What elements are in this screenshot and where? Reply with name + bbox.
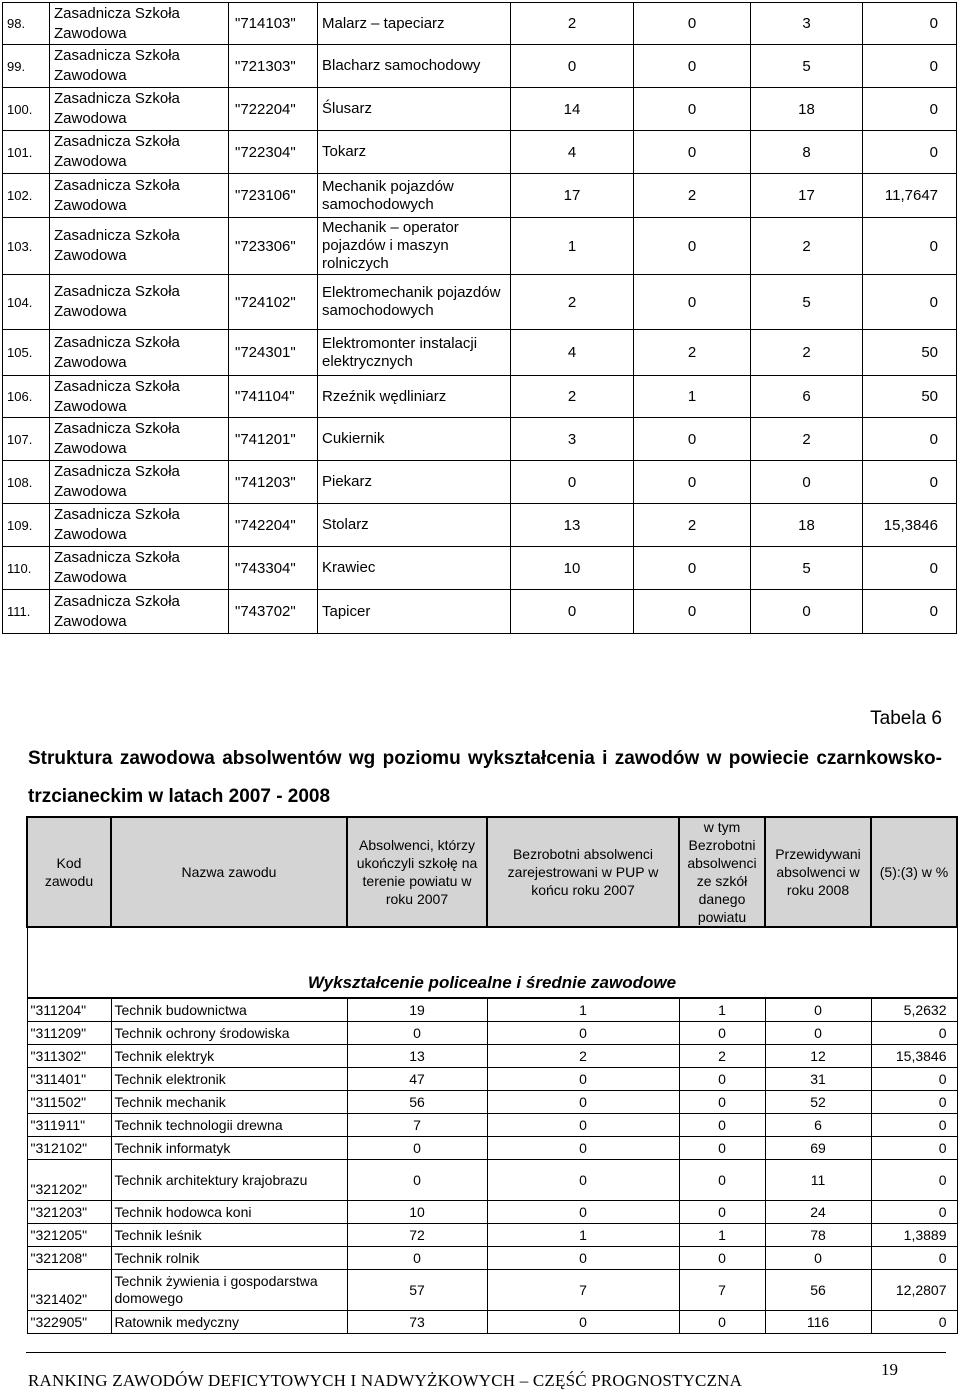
header-graduates: Absolwenci, którzy ukończyli szkołę na terenie powiatu w roku 2007 xyxy=(347,817,487,927)
unemployed-value: 0 xyxy=(487,1114,679,1137)
profession-code: "722304" xyxy=(229,131,318,174)
table-row xyxy=(3,131,957,174)
table-row xyxy=(3,45,957,88)
profession-code: "321208" xyxy=(27,1247,111,1270)
value-col6: 0 xyxy=(863,275,957,330)
local-unemployed-value: 0 xyxy=(679,1091,765,1114)
row-number: 108. xyxy=(3,461,50,504)
value-col6: 0 xyxy=(863,218,957,275)
continuation-table xyxy=(2,2,957,634)
value-col5: 0 xyxy=(751,461,863,504)
profession-name: Ślusarz xyxy=(318,88,511,131)
profession-code: "723306" xyxy=(229,218,318,275)
table-row xyxy=(27,1160,957,1201)
unemployed-value: 0 xyxy=(487,1311,679,1334)
school-type: Zasadnicza Szkoła Zawodowa xyxy=(50,547,229,590)
ratio-value: 0 xyxy=(871,1160,957,1201)
profession-name: Rzeźnik wędliniarz xyxy=(318,376,511,418)
profession-code: "321202" xyxy=(27,1160,111,1201)
row-number: 102. xyxy=(3,174,50,218)
header-unemployed: Bezrobotni absolwenci zarejestrowani w PUP w końcu roku 2007 xyxy=(487,817,679,927)
ratio-value: 0 xyxy=(871,1114,957,1137)
profession-code: "743702" xyxy=(229,590,318,634)
school-type: Zasadnicza Szkoła Zawodowa xyxy=(50,504,229,547)
school-type: Zasadnicza Szkoła Zawodowa xyxy=(50,45,229,88)
ratio-value: 12,2807 xyxy=(871,1270,957,1311)
header-forecast: Przewidywani absolwenci w roku 2008 xyxy=(765,817,871,927)
profession-name: Mechanik – operator pojazdów i maszyn rolniczych xyxy=(318,218,511,275)
unemployed-value: 0 xyxy=(487,1068,679,1091)
table-row xyxy=(3,330,957,376)
value-col4: 0 xyxy=(634,45,751,88)
profession-code: "311401" xyxy=(27,1068,111,1091)
row-number: 110. xyxy=(3,547,50,590)
profession-name: Technik elektryk xyxy=(111,1045,347,1068)
school-type: Zasadnicza Szkoła Zawodowa xyxy=(50,275,229,330)
profession-name: Blacharz samochodowy xyxy=(318,45,511,88)
value-col3: 2 xyxy=(511,376,634,418)
row-number: 103. xyxy=(3,218,50,275)
school-type: Zasadnicza Szkoła Zawodowa xyxy=(50,131,229,174)
profession-name: Elektromechanik pojazdów samochodowych xyxy=(318,275,511,330)
value-col6: 0 xyxy=(863,131,957,174)
forecast-value: 24 xyxy=(765,1201,871,1224)
graduates-value: 57 xyxy=(347,1270,487,1311)
table-row xyxy=(3,218,957,275)
local-unemployed-value: 0 xyxy=(679,1137,765,1160)
table-row xyxy=(27,1201,957,1224)
profession-name: Tapicer xyxy=(318,590,511,634)
value-col5: 2 xyxy=(751,218,863,275)
forecast-value: 52 xyxy=(765,1091,871,1114)
ratio-value: 0 xyxy=(871,1068,957,1091)
value-col4: 0 xyxy=(634,218,751,275)
local-unemployed-value: 0 xyxy=(679,1022,765,1045)
local-unemployed-value: 0 xyxy=(679,1114,765,1137)
value-col4: 2 xyxy=(634,174,751,218)
profession-code: "741104" xyxy=(229,376,318,418)
header-local-unemployed: w tym Bezrobotni absolwenci ze szkół danego powiatu xyxy=(679,817,765,927)
profession-name: Ratownik medyczny xyxy=(111,1311,347,1334)
value-col6: 50 xyxy=(863,330,957,376)
profession-name: Krawiec xyxy=(318,547,511,590)
local-unemployed-value: 1 xyxy=(679,1224,765,1247)
value-col5: 3 xyxy=(751,3,863,45)
local-unemployed-value: 7 xyxy=(679,1270,765,1311)
row-number: 106. xyxy=(3,376,50,418)
value-col3: 4 xyxy=(511,131,634,174)
value-col5: 2 xyxy=(751,330,863,376)
value-col3: 2 xyxy=(511,275,634,330)
forecast-value: 6 xyxy=(765,1114,871,1137)
value-col5: 5 xyxy=(751,275,863,330)
unemployed-value: 0 xyxy=(487,1022,679,1045)
profession-code: "741201" xyxy=(229,418,318,461)
ratio-value: 0 xyxy=(871,1201,957,1224)
graduates-table-header xyxy=(27,817,957,927)
value-col6: 50 xyxy=(863,376,957,418)
profession-name: Technik budownictwa xyxy=(111,998,347,1022)
value-col3: 0 xyxy=(511,461,634,504)
graduates-value: 56 xyxy=(347,1091,487,1114)
value-col6: 0 xyxy=(863,547,957,590)
row-number: 100. xyxy=(3,88,50,131)
graduates-table-body xyxy=(27,927,957,1334)
graduates-value: 72 xyxy=(347,1224,487,1247)
profession-name: Technik hodowca koni xyxy=(111,1201,347,1224)
table-row xyxy=(3,275,957,330)
table-row xyxy=(3,376,957,418)
ratio-value: 5,2632 xyxy=(871,998,957,1022)
table-row xyxy=(27,1114,957,1137)
header-code: Kod zawodu xyxy=(27,817,111,927)
graduates-value: 10 xyxy=(347,1201,487,1224)
table-row xyxy=(3,418,957,461)
value-col3: 3 xyxy=(511,418,634,461)
value-col6: 0 xyxy=(863,590,957,634)
forecast-value: 0 xyxy=(765,998,871,1022)
value-col6: 0 xyxy=(863,418,957,461)
profession-name: Technik mechanik xyxy=(111,1091,347,1114)
ratio-value: 1,3889 xyxy=(871,1224,957,1247)
profession-name: Technik rolnik xyxy=(111,1247,347,1270)
profession-name: Elektromonter instalacji elektrycznych xyxy=(318,330,511,376)
graduates-value: 47 xyxy=(347,1068,487,1091)
school-type: Zasadnicza Szkoła Zawodowa xyxy=(50,330,229,376)
unemployed-value: 2 xyxy=(487,1045,679,1068)
table-row xyxy=(3,174,957,218)
profession-code: "321205" xyxy=(27,1224,111,1247)
row-number: 99. xyxy=(3,45,50,88)
value-col5: 18 xyxy=(751,504,863,547)
value-col5: 6 xyxy=(751,376,863,418)
table-row xyxy=(27,1045,957,1068)
section-row xyxy=(27,927,957,998)
school-type: Zasadnicza Szkoła Zawodowa xyxy=(50,174,229,218)
profession-name: Stolarz xyxy=(318,504,511,547)
ratio-value: 0 xyxy=(871,1137,957,1160)
local-unemployed-value: 1 xyxy=(679,998,765,1022)
table-row xyxy=(3,461,957,504)
value-col3: 0 xyxy=(511,45,634,88)
value-col6: 0 xyxy=(863,45,957,88)
value-col4: 0 xyxy=(634,590,751,634)
table-row xyxy=(27,1247,957,1270)
value-col5: 5 xyxy=(751,45,863,88)
local-unemployed-value: 0 xyxy=(679,1160,765,1201)
profession-code: "742204" xyxy=(229,504,318,547)
profession-code: "723106" xyxy=(229,174,318,218)
graduates-value: 7 xyxy=(347,1114,487,1137)
value-col5: 2 xyxy=(751,418,863,461)
value-col3: 4 xyxy=(511,330,634,376)
graduates-value: 73 xyxy=(347,1311,487,1334)
local-unemployed-value: 0 xyxy=(679,1068,765,1091)
profession-code: "311502" xyxy=(27,1091,111,1114)
value-col5: 5 xyxy=(751,547,863,590)
profession-code: "724102" xyxy=(229,275,318,330)
table-row xyxy=(27,1137,957,1160)
ratio-value: 15,3846 xyxy=(871,1045,957,1068)
profession-code: "721303" xyxy=(229,45,318,88)
school-type: Zasadnicza Szkoła Zawodowa xyxy=(50,88,229,131)
value-col5: 8 xyxy=(751,131,863,174)
value-col4: 0 xyxy=(634,131,751,174)
value-col3: 0 xyxy=(511,590,634,634)
value-col4: 1 xyxy=(634,376,751,418)
local-unemployed-value: 0 xyxy=(679,1247,765,1270)
profession-code: "311209" xyxy=(27,1022,111,1045)
value-col3: 10 xyxy=(511,547,634,590)
table-row xyxy=(3,590,957,634)
graduates-table xyxy=(26,816,958,1334)
forecast-value: 69 xyxy=(765,1137,871,1160)
row-number: 109. xyxy=(3,504,50,547)
value-col4: 0 xyxy=(634,275,751,330)
table-row xyxy=(3,3,957,45)
graduates-value: 0 xyxy=(347,1022,487,1045)
forecast-value: 0 xyxy=(765,1247,871,1270)
value-col3: 1 xyxy=(511,218,634,275)
unemployed-value: 0 xyxy=(487,1137,679,1160)
profession-name: Technik elektronik xyxy=(111,1068,347,1091)
graduates-value: 0 xyxy=(347,1160,487,1201)
footer-text: RANKING ZAWODÓW DEFICYTOWYCH I NADWYŻKOWYCH – CZĘŚĆ PROGNOSTYCZNA xyxy=(28,1371,743,1390)
value-col5: 17 xyxy=(751,174,863,218)
profession-code: "722204" xyxy=(229,88,318,131)
ratio-value: 0 xyxy=(871,1247,957,1270)
unemployed-value: 7 xyxy=(487,1270,679,1311)
value-col3: 14 xyxy=(511,88,634,131)
table-row xyxy=(3,88,957,131)
school-type: Zasadnicza Szkoła Zawodowa xyxy=(50,3,229,45)
unemployed-value: 1 xyxy=(487,998,679,1022)
value-col3: 2 xyxy=(511,3,634,45)
forecast-value: 12 xyxy=(765,1045,871,1068)
forecast-value: 116 xyxy=(765,1311,871,1334)
profession-name: Piekarz xyxy=(318,461,511,504)
graduates-value: 19 xyxy=(347,998,487,1022)
graduates-value: 0 xyxy=(347,1137,487,1160)
table-row xyxy=(27,1224,957,1247)
value-col4: 2 xyxy=(634,504,751,547)
row-number: 105. xyxy=(3,330,50,376)
profession-name: Technik żywienia i gospodarstwa domowego xyxy=(111,1270,347,1311)
table-row xyxy=(27,1311,957,1334)
footer-rule xyxy=(26,1352,946,1353)
value-col6: 11,7647 xyxy=(863,174,957,218)
continuation-table-body xyxy=(3,3,957,634)
profession-code: "724301" xyxy=(229,330,318,376)
profession-name: Mechanik pojazdów samochodowych xyxy=(318,174,511,218)
profession-code: "321203" xyxy=(27,1201,111,1224)
section-label: Wykształcenie policealne i średnie zawodowe xyxy=(27,927,957,998)
unemployed-value: 0 xyxy=(487,1091,679,1114)
profession-name: Technik ochrony środowiska xyxy=(111,1022,347,1045)
profession-code: "322905" xyxy=(27,1311,111,1334)
page-number: 19 xyxy=(881,1360,898,1379)
table-row xyxy=(27,1091,957,1114)
header-ratio: (5):(3) w % xyxy=(871,817,957,927)
profession-name: Tokarz xyxy=(318,131,511,174)
table-row xyxy=(27,1022,957,1045)
row-number: 98. xyxy=(3,3,50,45)
table-label: Tabela 6 xyxy=(870,708,942,729)
profession-name: Malarz – tapeciarz xyxy=(318,3,511,45)
row-number: 101. xyxy=(3,131,50,174)
table-row xyxy=(27,1270,957,1311)
value-col6: 15,3846 xyxy=(863,504,957,547)
unemployed-value: 0 xyxy=(487,1201,679,1224)
section-title: Struktura zawodowa absolwentów wg poziomu wykształcenia i zawodów w powiecie czarnkowsko-trzcianeckim w latach 2007 - 2008 xyxy=(28,748,942,807)
profession-code: "311911" xyxy=(27,1114,111,1137)
header-name: Nazwa zawodu xyxy=(111,817,347,927)
row-number: 107. xyxy=(3,418,50,461)
profession-name: Technik leśnik xyxy=(111,1224,347,1247)
forecast-value: 56 xyxy=(765,1270,871,1311)
value-col6: 0 xyxy=(863,461,957,504)
value-col6: 0 xyxy=(863,88,957,131)
value-col4: 0 xyxy=(634,461,751,504)
profession-name: Cukiernik xyxy=(318,418,511,461)
forecast-value: 31 xyxy=(765,1068,871,1091)
profession-code: "321402" xyxy=(27,1270,111,1311)
local-unemployed-value: 0 xyxy=(679,1201,765,1224)
profession-code: "312102" xyxy=(27,1137,111,1160)
school-type: Zasadnicza Szkoła Zawodowa xyxy=(50,376,229,418)
value-col4: 0 xyxy=(634,418,751,461)
table-row xyxy=(3,547,957,590)
profession-name: Technik technologii drewna xyxy=(111,1114,347,1137)
value-col3: 17 xyxy=(511,174,634,218)
school-type: Zasadnicza Szkoła Zawodowa xyxy=(50,590,229,634)
row-number: 111. xyxy=(3,590,50,634)
table-row xyxy=(27,1068,957,1091)
table-row xyxy=(3,504,957,547)
profession-code: "311302" xyxy=(27,1045,111,1068)
ratio-value: 0 xyxy=(871,1022,957,1045)
graduates-value: 13 xyxy=(347,1045,487,1068)
graduates-value: 0 xyxy=(347,1247,487,1270)
value-col3: 13 xyxy=(511,504,634,547)
profession-code: "741203" xyxy=(229,461,318,504)
forecast-value: 78 xyxy=(765,1224,871,1247)
school-type: Zasadnicza Szkoła Zawodowa xyxy=(50,418,229,461)
value-col4: 2 xyxy=(634,330,751,376)
unemployed-value: 0 xyxy=(487,1247,679,1270)
value-col5: 0 xyxy=(751,590,863,634)
value-col5: 18 xyxy=(751,88,863,131)
profession-code: "743304" xyxy=(229,547,318,590)
table-row xyxy=(27,998,957,1022)
school-type: Zasadnicza Szkoła Zawodowa xyxy=(50,218,229,275)
unemployed-value: 1 xyxy=(487,1224,679,1247)
value-col4: 0 xyxy=(634,547,751,590)
unemployed-value: 0 xyxy=(487,1160,679,1201)
school-type: Zasadnicza Szkoła Zawodowa xyxy=(50,461,229,504)
local-unemployed-value: 2 xyxy=(679,1045,765,1068)
profession-name: Technik informatyk xyxy=(111,1137,347,1160)
profession-name: Technik architektury krajobrazu xyxy=(111,1160,347,1201)
value-col4: 0 xyxy=(634,3,751,45)
ratio-value: 0 xyxy=(871,1091,957,1114)
row-number: 104. xyxy=(3,275,50,330)
profession-code: "311204" xyxy=(27,998,111,1022)
profession-code: "714103" xyxy=(229,3,318,45)
value-col4: 0 xyxy=(634,88,751,131)
forecast-value: 0 xyxy=(765,1022,871,1045)
value-col6: 0 xyxy=(863,3,957,45)
local-unemployed-value: 0 xyxy=(679,1311,765,1334)
ratio-value: 0 xyxy=(871,1311,957,1334)
forecast-value: 11 xyxy=(765,1160,871,1201)
